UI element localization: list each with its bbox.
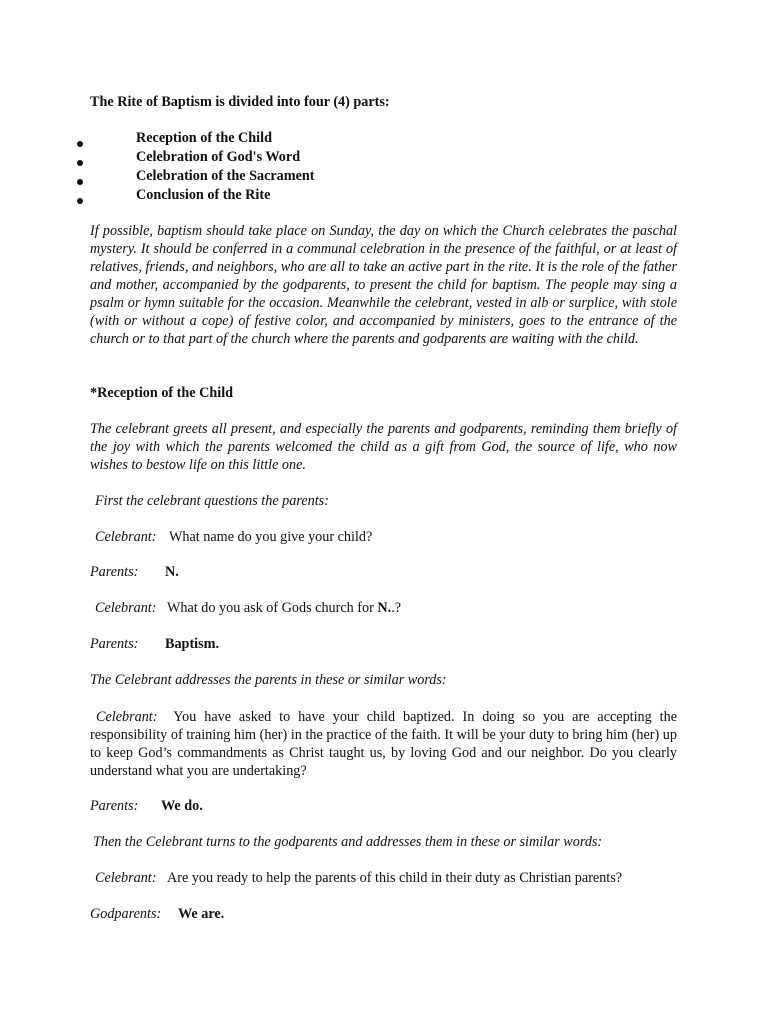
list-item-label: Celebration of the Sacrament: [136, 168, 315, 184]
greeting-paragraph: The celebrant greets all present, and especially the parents and godparents, reminding them briefly of the joy with which the parents welcomed the child as a gift from God, the source of life, who now wishes to bestow life on this little one.: [90, 421, 677, 473]
instruction-text: Then the Celebrant turns to the godparents and addresses them in these or similar words:: [93, 834, 603, 850]
response-text: N.: [165, 564, 179, 580]
list-item-label: Conclusion of the Rite: [136, 187, 271, 203]
response-text: We do.: [161, 798, 203, 814]
bullet-icon: [77, 160, 83, 166]
dialogue-text: [167, 600, 401, 617]
speaker-label: Celebrant:: [96, 709, 158, 725]
response-text: Baptism.: [165, 636, 219, 652]
list-item-label: Reception of the Child: [136, 130, 272, 146]
speaker-label: Parents:: [90, 636, 139, 652]
instruction-text: The Celebrant addresses the parents in these or similar words:: [90, 672, 447, 688]
list-item-label: Celebration of God's Word: [136, 149, 301, 165]
speaker-label: Parents:: [90, 798, 139, 814]
question-prefix: What do you ask of Gods church for: [167, 600, 378, 616]
dialogue-text: Are you ready to help the parents of this child in their duty as Christian parents?: [167, 870, 623, 886]
document-heading: The Rite of Baptism is divided into four (4) parts:: [90, 94, 390, 110]
bullet-icon: [77, 141, 83, 147]
section-title: *Reception of the Child: [90, 385, 234, 401]
bullet-icon: [77, 179, 83, 185]
speaker-label: Celebrant:: [95, 529, 157, 545]
dialogue-paragraph: [90, 708, 677, 780]
intro-paragraph: If possible, baptism should take place on Sunday, the day on which the Church celebrates the paschal mystery. It should be conferred in a communal celebration in the presence of the faithful, or at least of relatives, friends, and neighbors, who are all to take an active part in the rite. It is the role of the father and mother, accompanied by the godparents, to present the child for baptism. The people may sing a psalm or hymn suitable for the occasion. Meanwhile the celebrant, vested in alb or surplice, with stole (with or without a cope) of festive color, and accompanied by ministers, goes to the entrance of the church or to that part of the church where the parents and godparents are waiting with the child.: [90, 223, 677, 347]
speaker-label: Godparents:: [90, 906, 162, 922]
question-suffix: .?: [391, 600, 402, 616]
speaker-label: Celebrant:: [95, 600, 157, 616]
instruction-text: First the celebrant questions the parents:: [95, 493, 329, 509]
response-text: We are.: [178, 906, 225, 922]
speaker-label: Celebrant:: [95, 870, 157, 886]
bullet-icon: [77, 198, 83, 204]
dialogue-text: You have asked to have your child baptized. In doing so you are accepting the responsibility of training him (her) in the practice of the faith. It will be your duty to bring him (her) up to keep God’s commandments as Christ taught us, by loving God and our neighbor. Do you clearly understand what you are undertaking?: [90, 709, 677, 779]
dialogue-text: What name do you give your child?: [169, 529, 373, 545]
child-name: N.: [377, 600, 392, 616]
speaker-label: Parents:: [90, 564, 139, 580]
